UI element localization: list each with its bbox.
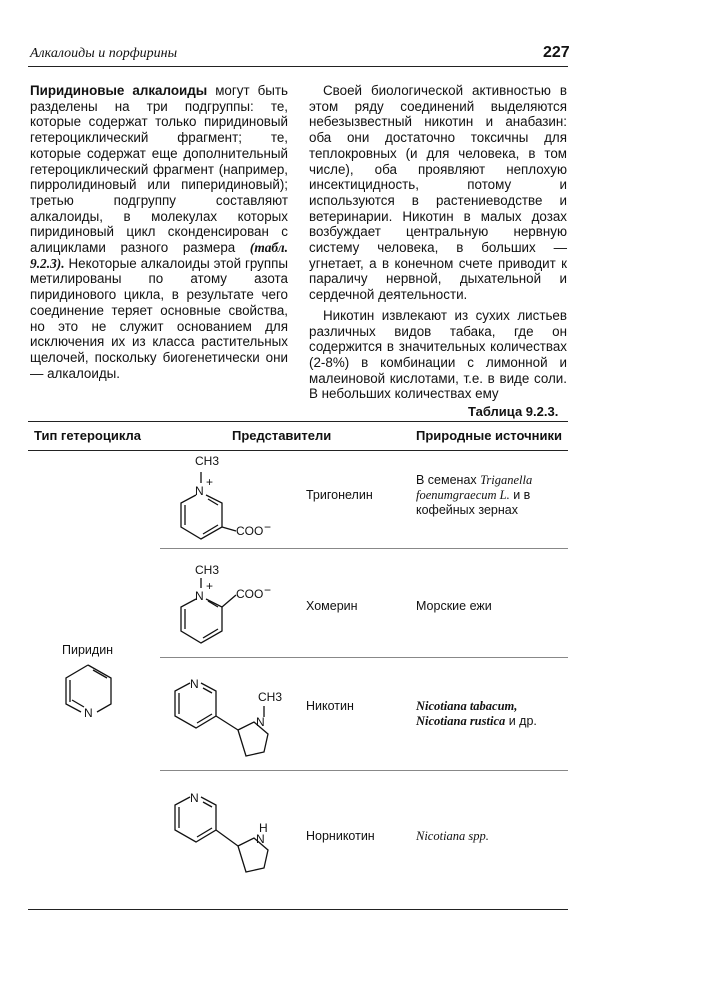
page-number: 227 bbox=[543, 44, 570, 61]
nicotine-source-post: и др. bbox=[505, 714, 537, 728]
nornicotine-species: Nicotiana spp. bbox=[416, 829, 489, 843]
nornicotine-h: H bbox=[259, 821, 268, 835]
trigonelline-name: Тригонелин bbox=[306, 488, 373, 502]
homarine-plus: + bbox=[206, 579, 214, 593]
table-reference: (табл. 9.2.3). bbox=[30, 240, 288, 271]
lead-term: Пиридиновые алкалоиды bbox=[30, 83, 208, 98]
left-text-1: могут быть разделены на три подгруппы: те, которые содержат только пиридиновый гетероциклический фрагмент; те, которые содержат еще дополнительный гетероциклический фрагмент (например, пирролидиновый или пиперидиновый); третью подгруппу составляют алкалоиды, в молекулах которых пиридиновый цикл сконденсирован с алициклами разного размера bbox=[30, 83, 288, 256]
trigonelline-coo: COO bbox=[236, 524, 264, 538]
trigonelline-source-pre: В семенах bbox=[416, 473, 481, 487]
homarine-name: Хомерин bbox=[306, 599, 358, 613]
trigonelline-ch3: CH3 bbox=[195, 454, 220, 468]
homarine-coo: COO bbox=[236, 587, 264, 601]
trigonelline-plus: + bbox=[206, 475, 214, 489]
header-natural-sources: Природные источники bbox=[416, 428, 562, 443]
trigonelline-source-post: и в кофейных зернах bbox=[416, 488, 531, 517]
nornicotine-pyrrolidine-n: N bbox=[256, 832, 265, 846]
left-text-2: Некоторые алкалоиды этой группы метилированы по атому азота пиридинового цикла, в результате чего соединение теряет основные свойства, но это не служит основанием для исключения их из класса растительных щелочей, поскольку биогенетически они — алкалоиды. bbox=[30, 255, 288, 381]
running-title: Алкалоиды и порфирины bbox=[30, 46, 178, 61]
table-caption: Таблица 9.2.3. bbox=[468, 404, 559, 419]
homarine-ch3: CH3 bbox=[195, 563, 220, 577]
trigonelline-species: Triganella foenumgraecum L. bbox=[416, 473, 533, 502]
header-representatives: Представители bbox=[232, 428, 332, 443]
nicotine-pyridine-n: N bbox=[190, 677, 199, 691]
right-paragraph-1: Своей биологической активностью в этом ряду соединений выделяются небезызвестный никотин и анабазин: оба они достаточно токсичны для теплокровных (и для человека, в том числе), оба проявляют неплохую инсектицидность, потому и используются в растениеводстве и ветеринарии. Никотин в малых дозах возбуждает центральную нервную систему человека, в больших — угнетает, а в конечном счете приводит к параличу нервной, дыхательной и сердечной деятельности. bbox=[309, 83, 567, 303]
nornicotine-pyridine-n: N bbox=[190, 791, 199, 805]
nornicotine-name: Норникотин bbox=[306, 829, 375, 843]
homarine-n: N bbox=[195, 589, 204, 603]
nornicotine-source bbox=[416, 829, 568, 844]
nicotine-species: Nicotiana tabacum, Nicotiana rustica bbox=[416, 699, 518, 728]
nicotine-name: Никотин bbox=[306, 699, 354, 713]
homarine-source: Морские ежи bbox=[416, 599, 492, 613]
heterocycle-name: Пиридин bbox=[62, 643, 114, 657]
homarine-minus: − bbox=[264, 583, 272, 597]
pyridine-n: N bbox=[84, 706, 93, 720]
header-heterocycle-type: Тип гетероцикла bbox=[34, 428, 141, 443]
right-paragraph-2: Никотин извлекают из сухих листьев различных видов табака, где он содержится в значительных количествах (2-8%) в комбинации с лимонной и малеиновой кислотами, т.е. в виде соли. В небольших количествах ему bbox=[309, 307, 567, 402]
trigonelline-minus: − bbox=[264, 520, 272, 534]
nicotine-ch3: CH3 bbox=[258, 690, 283, 704]
nicotine-pyrrolidine-n: N bbox=[256, 715, 265, 729]
trigonelline-n: N bbox=[195, 484, 204, 498]
